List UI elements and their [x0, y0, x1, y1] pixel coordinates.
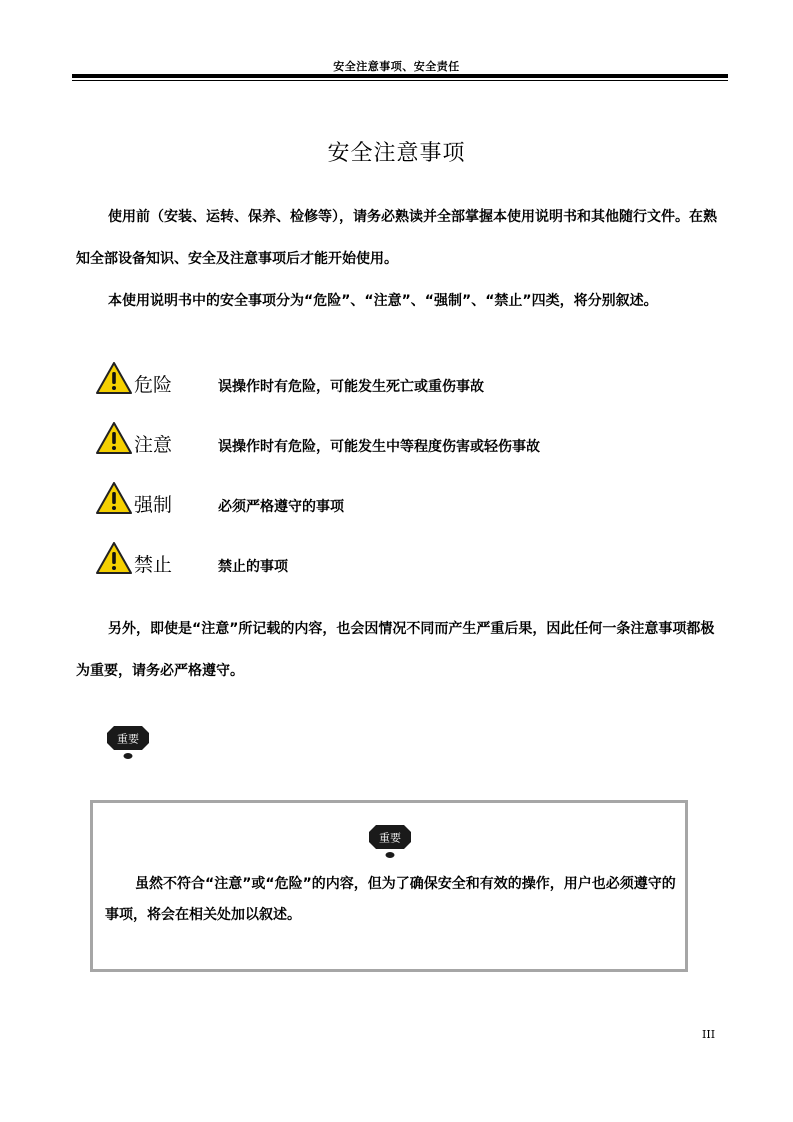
warning-row-caution [96, 422, 716, 462]
page-number: III [702, 1028, 716, 1041]
warning-triangle-icon [96, 362, 132, 394]
intro-paragraph-2: 本使用说明书中的安全事项分为“危险”、“注意”、“强制”、“禁止”四类，将分别叙述。 [108, 293, 658, 309]
warning-row-danger [96, 362, 716, 402]
warning-description: 误操作时有危险，可能发生中等程度伤害或轻伤事故 [218, 439, 540, 455]
header-rule-thin [72, 80, 728, 81]
warning-label: 危险 [134, 374, 173, 396]
warning-label: 强制 [134, 494, 173, 516]
warning-row-mandatory [96, 482, 716, 522]
intro-paragraph-1: 使用前（安装、运转、保养、检修等），请务必熟读并全部掌握本使用说明书和其他随行文件。在熟知全部设备知识、安全及注意事项后才能开始使用。 [76, 209, 717, 267]
warning-triangle-icon [96, 482, 132, 514]
warning-description: 误操作时有危险，可能发生死亡或重伤事故 [218, 379, 484, 395]
warning-label: 禁止 [134, 554, 173, 576]
important-icon [367, 823, 413, 859]
important-notice-box [90, 800, 688, 972]
important-icon-label: 重要 [117, 732, 139, 746]
warning-label: 注意 [134, 434, 173, 456]
header-rule-thick [72, 74, 728, 78]
important-icon-label: 重要 [379, 831, 401, 845]
warning-row-prohibited [96, 542, 716, 582]
note-paragraph: 另外，即使是“注意”所记载的内容，也会因情况不同而产生严重后果，因此任何一条注意事项都极为重要，请务必严格遵守。 [76, 621, 715, 679]
warning-triangle-icon [96, 422, 132, 454]
warning-triangle-icon [96, 542, 132, 574]
warning-description: 禁止的事项 [218, 559, 288, 575]
page-title: 安全注意事项 [327, 141, 466, 166]
header-title: 安全注意事项、安全责任 [333, 60, 460, 73]
important-icon [105, 724, 151, 760]
important-notice-text: 虽然不符合“注意”或“危险”的内容，但为了确保安全和有效的操作，用户也必须遵守的事项，将会在相关处加以叙述。 [105, 876, 676, 923]
warning-description: 必须严格遵守的事项 [218, 499, 344, 515]
